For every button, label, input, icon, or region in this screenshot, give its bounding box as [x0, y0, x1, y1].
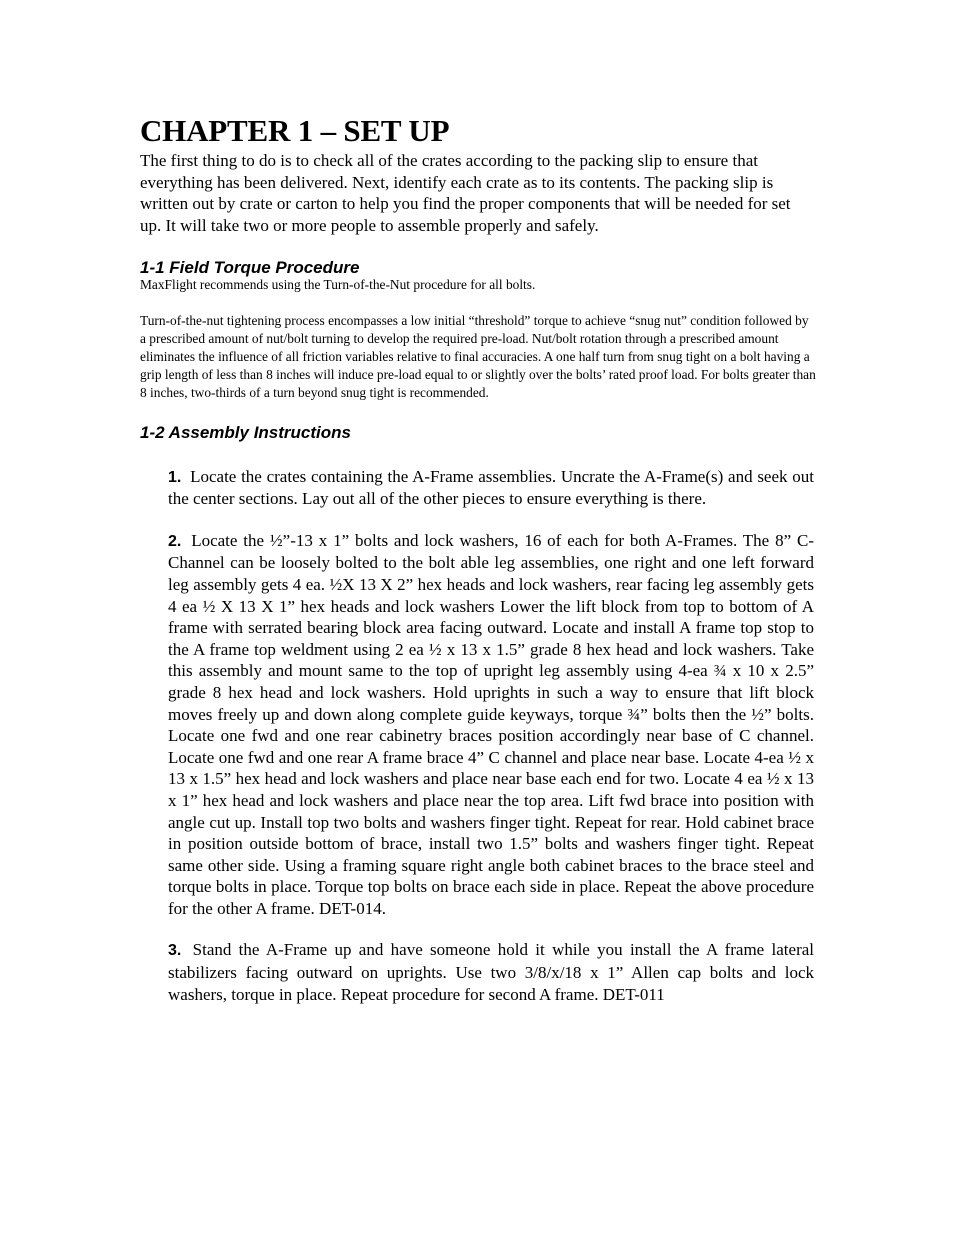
- step-text: Locate the crates containing the A-Frame assemblies. Uncrate the A-Frame(s) and seek out the center sections. Lay out all of the other pieces to ensure everything is there.: [168, 466, 814, 509]
- torque-paragraph-2: Turn-of-the-nut tightening process encompasses a low initial “threshold” torque to achieve “snug nut” condition followed by a prescribed amount of nut/bolt turning to develop the required pre-load. Nut/bolt rotation through a prescribed amount eliminates the influence of all friction variables relative to final accuracies. A one half turn from snug tight on a bolt having a grip length of less than 8 inches will induce pre-load equal to or slightly over the bolts’ rated proof load. For bolts greater than 8 inches, two-thirds of a turn beyond snug tight is recommended.: [140, 312, 816, 401]
- step-number: 3.: [168, 942, 182, 960]
- step-text: Stand the A-Frame up and have someone hold it while you install the A frame lateral stabilizers facing outward on uprights. Use two 3/8/x/18 x 1” Allen cap bolts and lock washers, torque in place. Repeat procedure for second A frame. DET-011: [168, 940, 814, 1004]
- step-text: Locate the ½”-13 x 1” bolts and lock washers, 16 of each for both A-Frames. The 8” C-Channel can be loosely bolted to the bolt able leg assemblies, one right and one left forward leg assembly gets 4 ea. ½X 13 X 2” hex heads and lock washers, rear facing leg assembly gets 4 ea ½ X 13 X 1” hex heads and lock washers Lower the lift block from top to bottom of A frame with serrated bearing block area facing outward. Locate and install A frame top stop to the A frame top weldment using 2 ea ½ x 13 x 1.5” grade 8 hex head and lock washers. Take this assembly and mount same to the top of upright leg assembly using 4-ea ¾ x 10 x 2.5” grade 8 hex head and lock washers. Hold uprights in such a way to ensure that lift block moves freely up and down along complete guide keyways, torque ¾” bolts then the ½” bolts. Locate one fwd and one rear cabinetry braces position accordingly near base of C channel. Locate one fwd and one rear A frame brace 4” C channel and place near base. Locate 4-ea ½ x 13 x 1.5” hex head and lock washers and place near base each end for two. Locate 4 ea ½ x 13 x 1” hex head and lock washers and place near the top area. Lift fwd brace into position with angle cut up. Install top two bolts and washers finger tight. Repeat for rear. Hold cabinet brace in position outside bottom of brace, install two 1.5” bolts and washers finger tight. Repeat same other side. Using a framing square right angle both cabinet braces to the brace steel and torque bolts in place. Torque top bolts on brace each side in place. Repeat the above procedure for the other A frame. DET-014.: [168, 530, 814, 918]
- section-heading-field-torque: 1-1 Field Torque Procedure: [140, 258, 360, 278]
- assembly-step: [168, 466, 814, 510]
- assembly-step: [168, 530, 814, 920]
- document-page: [140, 112, 816, 1005]
- assembly-step: [168, 939, 814, 1005]
- step-number: 1.: [168, 468, 182, 486]
- chapter-title: CHAPTER 1 – SET UP: [140, 113, 450, 148]
- step-number: 2.: [168, 532, 182, 550]
- torque-paragraph-1: MaxFlight recommends using the Turn-of-the-Nut procedure for all bolts.: [140, 277, 536, 293]
- assembly-steps: [168, 466, 814, 1006]
- section-heading-assembly: 1-2 Assembly Instructions: [140, 422, 351, 442]
- intro-paragraph: The first thing to do is to check all of the crates according to the packing slip to ensure that everything has been delivered. Next, identify each crate as to its contents. The packing slip is written out by crate or carton to help you find the proper components that will be needed for set up. It will take two or more people to assemble properly and safely.: [140, 151, 791, 235]
